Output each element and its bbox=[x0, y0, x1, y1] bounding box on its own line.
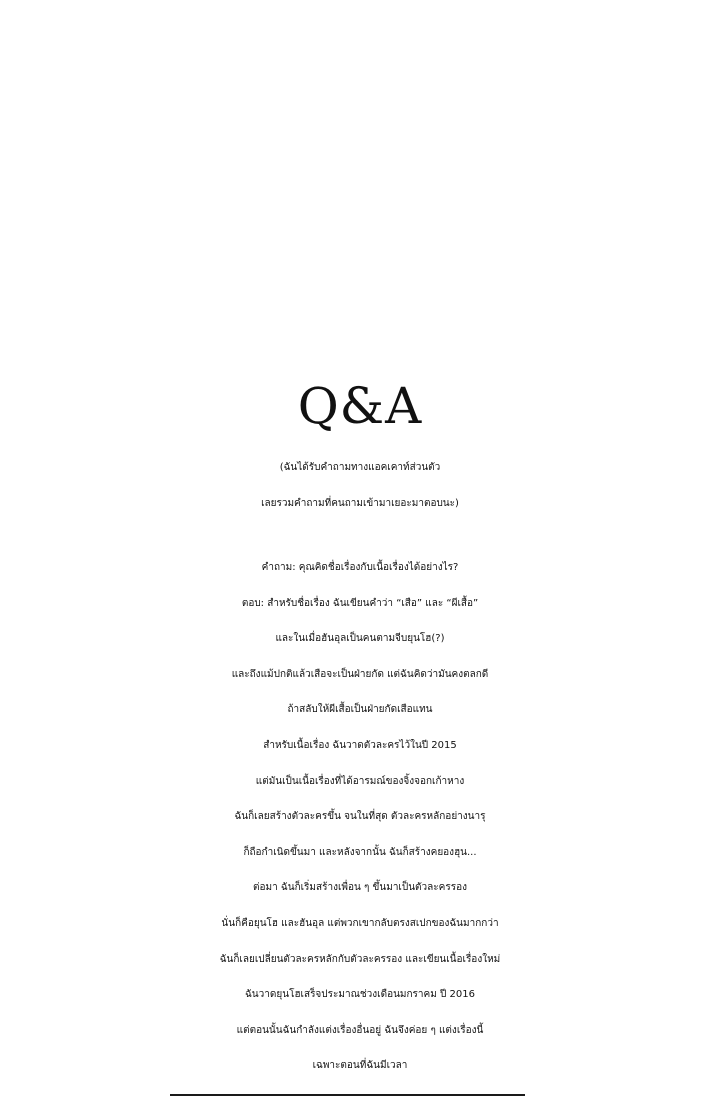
bottom-divider bbox=[170, 1094, 525, 1096]
body-line: คำถาม: คุณคิดชื่อเรื่องกับเนื้อเรื่องได้อย่างไร? bbox=[261, 562, 459, 573]
body-line: แต่ตอนนั้นฉันกำลังแต่งเรื่องอื่นอยู่ ฉันจึงค่อย ๆ แต่งเรื่องนี้ bbox=[236, 1024, 484, 1036]
subtitle-line: (ฉันได้รับคำถามทางแอคเคาท์ส่วนตัว bbox=[279, 462, 441, 473]
subtitle-line: เลยรวมคำถามที่คนถามเข้ามาเยอะมาตอบนะ) bbox=[261, 498, 459, 509]
body-line: และในเมื่อฮันอุลเป็นคนตามจีบยุนโฮ(?) bbox=[275, 633, 445, 645]
body-line: ฉันก็เลยสร้างตัวละครขึ้น จนในที่สุด ตัวละครหลักอย่างนารุ bbox=[234, 811, 486, 823]
body-line: ก็ถือกำเนิดขึ้นมา และหลังจากนั้น ฉันก็สร้างคยองฮุน... bbox=[243, 846, 477, 858]
body-line: แต่มันเป็นเนื้อเรื่องที่ได้อารมณ์ของจิ้งจอกเก้าหาง bbox=[255, 775, 465, 787]
page-title: Q&A bbox=[297, 377, 423, 435]
body-line: เฉพาะตอนที่ฉันมีเวลา bbox=[312, 1060, 408, 1072]
body-line: ตอบ: สำหรับชื่อเรื่อง ฉันเขียนคำว่า “เสือ” และ “ผีเสื้อ” bbox=[241, 597, 479, 609]
body-line: ฉันก็เลยเปลี่ยนตัวละครหลักกับตัวละครรอง และเขียนเนื้อเรื่องใหม่ bbox=[219, 953, 501, 965]
body-line: และถึงแม้ปกติแล้วเสือจะเป็นฝ่ายกัด แต่ฉันคิดว่ามันคงตลกดี bbox=[231, 668, 489, 680]
body-line: สำหรับเนื้อเรื่อง ฉันวาดตัวละครไว้ในปี 2015 bbox=[263, 739, 457, 751]
body-line: ถ้าสลับให้ผีเสื้อเป็นฝ่ายกัดเสือแทน bbox=[287, 704, 433, 716]
qa-body bbox=[0, 550, 720, 1084]
body-line: นั่นก็คือยุนโฮ และฮันอุล แต่พวกเขากลับตรงสเปกของฉันมากกว่า bbox=[221, 917, 499, 929]
body-line: ต่อมา ฉันก็เริ่มสร้างเพื่อน ๆ ขึ้นมาเป็นตัวละครรอง bbox=[253, 882, 467, 894]
body-line: ฉันวาดยุนโฮเสร็จประมาณช่วงเดือนมกราคม ปี 2016 bbox=[245, 989, 475, 1001]
subtitle bbox=[0, 450, 720, 522]
